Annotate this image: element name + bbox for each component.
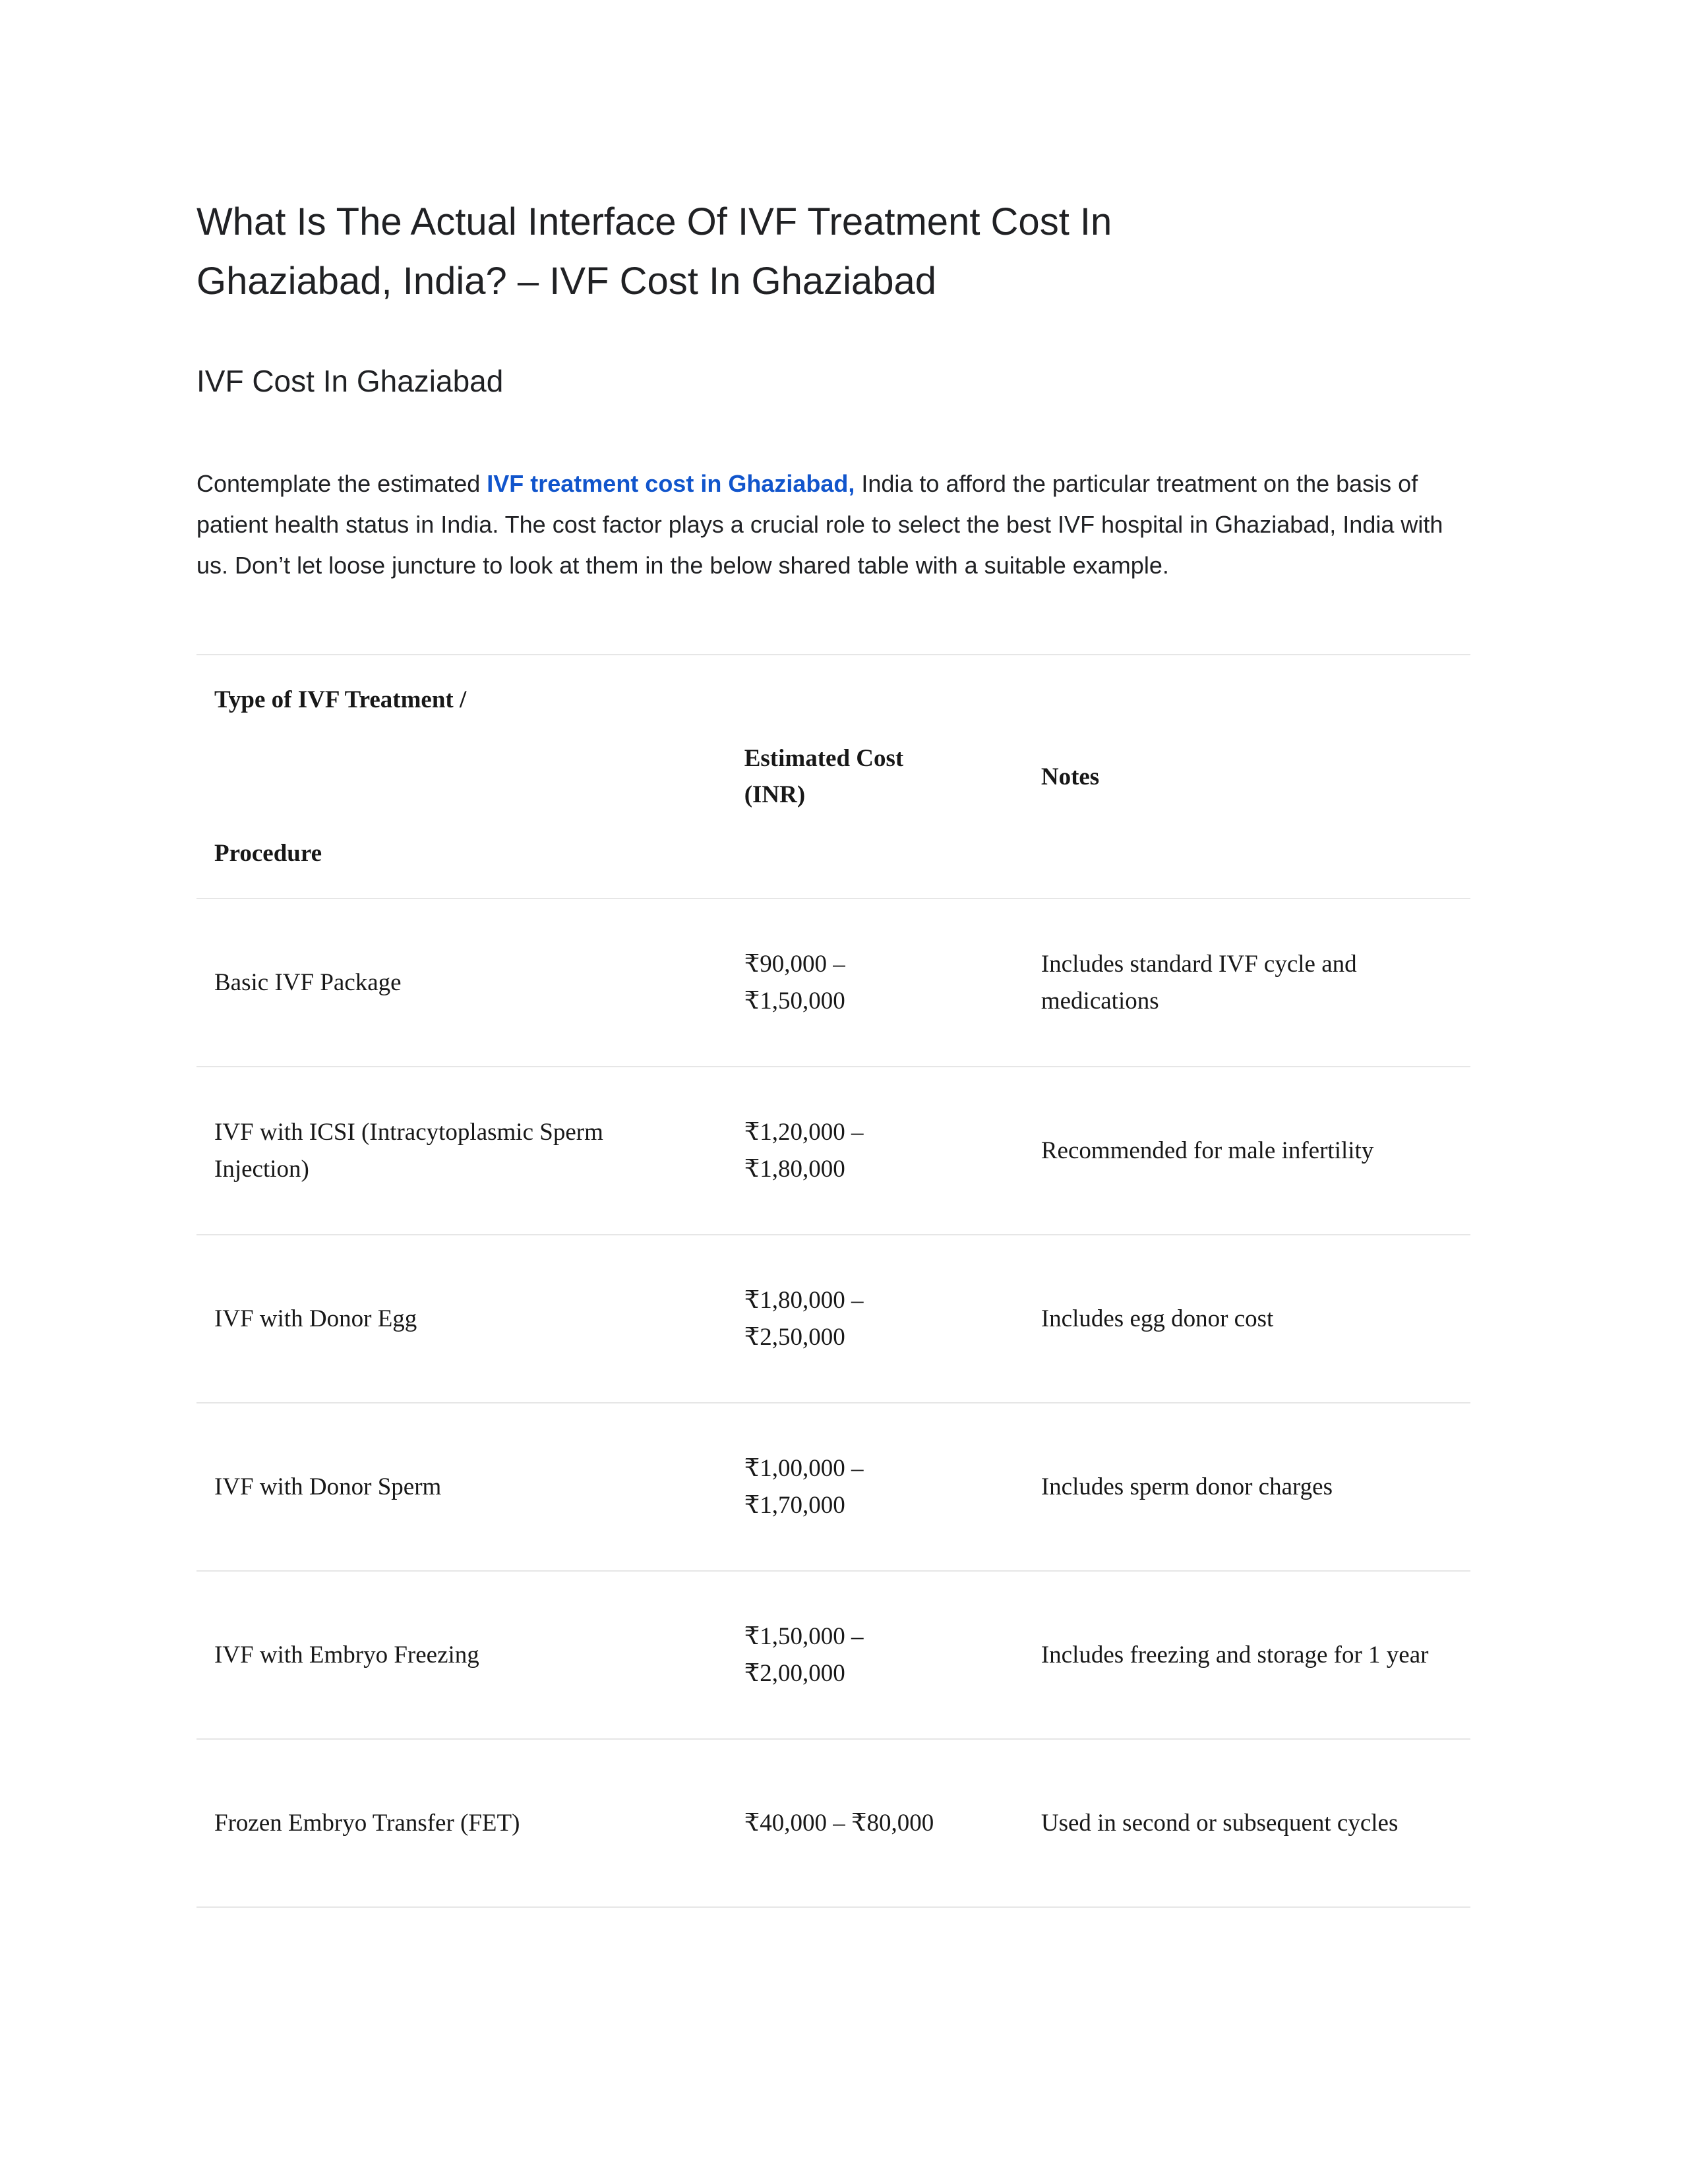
cost-line2: ₹2,00,000 [744, 1659, 845, 1687]
notes-cell: Includes egg donor cost [1023, 1235, 1470, 1403]
section-heading: IVF Cost In Ghaziabad [196, 363, 504, 398]
table-header-row [196, 655, 1470, 899]
procedure-cell: Frozen Embryo Transfer (FET) [196, 1739, 727, 1907]
col-header-procedure-line1: Type of IVF Treatment / [214, 686, 467, 714]
table-row [196, 1067, 1470, 1235]
col-header-notes: Notes [1023, 655, 1470, 899]
notes-cell: Used in second or subsequent cycles [1023, 1739, 1470, 1907]
procedure-cell: IVF with Donor Egg [196, 1235, 727, 1403]
cost-line1: ₹90,000 – [744, 951, 845, 978]
col-header-cost-line2: (INR) [744, 781, 806, 809]
intro-text-before: Contemplate the estimated [196, 469, 487, 497]
cost-cell [727, 899, 1023, 1067]
cost-cell [727, 1067, 1023, 1235]
notes-cell: Recommended for male infertility [1023, 1067, 1470, 1235]
cost-line1: ₹1,80,000 – [744, 1287, 864, 1314]
table-row [196, 899, 1470, 1067]
cost-line1: ₹1,20,000 – [744, 1119, 864, 1146]
col-header-procedure [196, 655, 727, 899]
notes-cell: Includes standard IVF cycle and medications [1023, 899, 1470, 1067]
cost-cell [727, 1403, 1023, 1571]
col-header-cost [727, 655, 1023, 899]
procedure-cell: Basic IVF Package [196, 899, 727, 1067]
intro-paragraph [196, 463, 1470, 586]
ivf-cost-link[interactable]: IVF treatment cost in Ghaziabad, [487, 469, 855, 497]
procedure-cell: IVF with Donor Sperm [196, 1403, 727, 1571]
procedure-cell: IVF with Embryo Freezing [196, 1571, 727, 1739]
intro-text-after: India to afford the particular treatment on the basis of patient health status in India. The cost factor plays a crucial role to select the best IVF hospital in Ghaziabad, India with us. Don’t let loose juncture to look at them in the below shared table with a suitable example. [196, 469, 1443, 579]
cost-line1: ₹1,50,000 – [744, 1623, 864, 1651]
cost-cell [727, 1739, 1023, 1907]
cost-cell [727, 1571, 1023, 1739]
cost-table [196, 654, 1470, 1908]
col-header-cost-line1: Estimated Cost [744, 744, 904, 772]
cost-line1: ₹40,000 – ₹80,000 [744, 1810, 934, 1837]
cost-line2: ₹2,50,000 [744, 1323, 845, 1351]
cost-line2: ₹1,80,000 [744, 1155, 845, 1183]
table-row [196, 1235, 1470, 1403]
procedure-cell: IVF with ICSI (Intracytoplasmic Sperm Injection) [196, 1067, 727, 1235]
notes-cell: Includes freezing and storage for 1 year [1023, 1571, 1470, 1739]
cost-line1: ₹1,00,000 – [744, 1455, 864, 1483]
col-header-procedure-line2: Procedure [214, 839, 322, 867]
cost-cell [727, 1235, 1023, 1403]
cost-line2: ₹1,50,000 [744, 987, 845, 1015]
page-title: What Is The Actual Interface Of IVF Treatment Cost In Ghaziabad, India? – IVF Cost In Ghaziabad [196, 200, 1112, 303]
cost-line2: ₹1,70,000 [744, 1491, 845, 1519]
table-row [196, 1403, 1470, 1571]
notes-cell: Includes sperm donor charges [1023, 1403, 1470, 1571]
table-row [196, 1739, 1470, 1907]
table-row [196, 1571, 1470, 1739]
